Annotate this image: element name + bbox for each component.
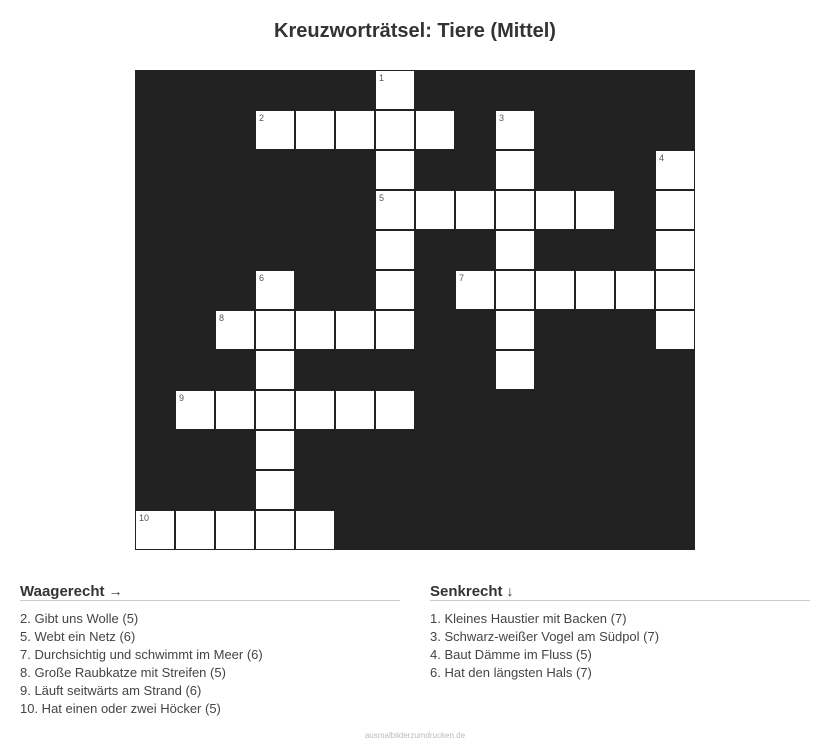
crossword-cell[interactable] — [255, 270, 295, 310]
crossword-cell[interactable] — [375, 310, 415, 350]
crossword-cell[interactable] — [215, 510, 255, 550]
crossword-cell[interactable] — [215, 310, 255, 350]
clue-number: 2 — [259, 113, 265, 123]
clue-number: 3 — [499, 113, 505, 123]
across-heading — [20, 582, 400, 601]
across-clue-list — [20, 610, 400, 718]
crossword-cell[interactable] — [295, 110, 335, 150]
across-clue: 9. Läuft seitwärts am Strand (6) — [20, 683, 202, 698]
crossword-cell[interactable] — [455, 270, 495, 310]
crossword-cell[interactable] — [415, 110, 455, 150]
down-clue: 3. Schwarz-weißer Vogel am Südpol (7) — [430, 629, 660, 644]
down-clue: 6. Hat den längsten Hals (7) — [430, 665, 592, 680]
crossword-cell[interactable] — [575, 270, 615, 310]
crossword-cell[interactable] — [655, 270, 695, 310]
down-clue: 1. Kleines Haustier mit Backen (7) — [430, 611, 627, 626]
clue-number: 1 — [379, 73, 385, 83]
crossword-cell[interactable] — [375, 190, 415, 230]
crossword-cell[interactable] — [375, 110, 415, 150]
crossword-cell[interactable] — [495, 350, 535, 390]
clue-number: 6 — [259, 273, 265, 283]
crossword-cell[interactable] — [535, 190, 575, 230]
across-heading-label: Waagerecht — [20, 583, 105, 600]
crossword-cell[interactable] — [375, 150, 415, 190]
crossword-cell[interactable] — [375, 230, 415, 270]
down-clue-list — [430, 610, 810, 682]
crossword-cell[interactable] — [255, 310, 295, 350]
crossword-cell[interactable] — [495, 190, 535, 230]
crossword-cell[interactable] — [255, 390, 295, 430]
crossword-cell[interactable] — [215, 390, 255, 430]
crossword-cell[interactable] — [495, 150, 535, 190]
crossword-cell[interactable] — [495, 110, 535, 150]
clue-number: 7 — [459, 273, 465, 283]
across-clue: 5. Webt ein Netz (6) — [20, 629, 136, 644]
crossword-cell[interactable] — [295, 390, 335, 430]
crossword-cell[interactable] — [575, 190, 615, 230]
page-title: Kreuzworträtsel: Tiere (Mittel) — [274, 20, 556, 42]
crossword-cell[interactable] — [655, 150, 695, 190]
crossword-cell[interactable] — [335, 390, 375, 430]
across-clues-section — [20, 582, 400, 718]
across-clue: 10. Hat einen oder zwei Höcker (5) — [20, 701, 221, 716]
crossword-cell[interactable] — [375, 390, 415, 430]
crossword-cell[interactable] — [495, 230, 535, 270]
crossword-cell[interactable] — [655, 230, 695, 270]
across-clue: 8. Große Raubkatze mit Streifen (5) — [20, 665, 226, 680]
crossword-cell[interactable] — [615, 270, 655, 310]
crossword-cell[interactable] — [455, 190, 495, 230]
down-heading — [430, 582, 810, 601]
crossword-cell[interactable] — [495, 310, 535, 350]
down-clue: 4. Baut Dämme im Fluss (5) — [430, 647, 592, 662]
footer-credit: ausmalbilderzumdrucken.de — [364, 731, 466, 740]
crossword-cell[interactable] — [335, 110, 375, 150]
crossword-cell[interactable] — [255, 470, 295, 510]
crossword-cell[interactable] — [335, 310, 375, 350]
crossword-cell[interactable] — [495, 270, 535, 310]
clue-number: 4 — [659, 153, 665, 163]
arrow-right-icon: → — [108, 583, 123, 599]
crossword-cell[interactable] — [655, 310, 695, 350]
crossword-cell[interactable] — [255, 350, 295, 390]
crossword-cell[interactable] — [175, 510, 215, 550]
crossword-cell[interactable] — [375, 270, 415, 310]
crossword-cell[interactable] — [375, 70, 415, 110]
crossword-cell[interactable] — [255, 510, 295, 550]
clue-number: 8 — [219, 313, 225, 323]
clue-number: 10 — [139, 513, 150, 523]
crossword-cell[interactable] — [655, 190, 695, 230]
clue-number: 5 — [379, 193, 385, 203]
down-heading-label: Senkrecht — [430, 583, 503, 600]
clue-number: 9 — [179, 393, 185, 403]
arrow-down-icon: ↓ — [506, 583, 514, 599]
crossword-cell[interactable] — [175, 390, 215, 430]
crossword-cell[interactable] — [415, 190, 455, 230]
crossword-cell[interactable] — [295, 510, 335, 550]
crossword-cell[interactable] — [255, 430, 295, 470]
down-clues-section — [430, 582, 810, 682]
crossword-cell[interactable] — [255, 110, 295, 150]
crossword-cell[interactable] — [535, 270, 575, 310]
crossword-cell[interactable] — [135, 510, 175, 550]
across-clue: 2. Gibt uns Wolle (5) — [20, 611, 139, 626]
crossword-cell[interactable] — [295, 310, 335, 350]
crossword-grid — [135, 70, 695, 550]
across-clue: 7. Durchsichtig und schwimmt im Meer (6) — [20, 647, 263, 662]
